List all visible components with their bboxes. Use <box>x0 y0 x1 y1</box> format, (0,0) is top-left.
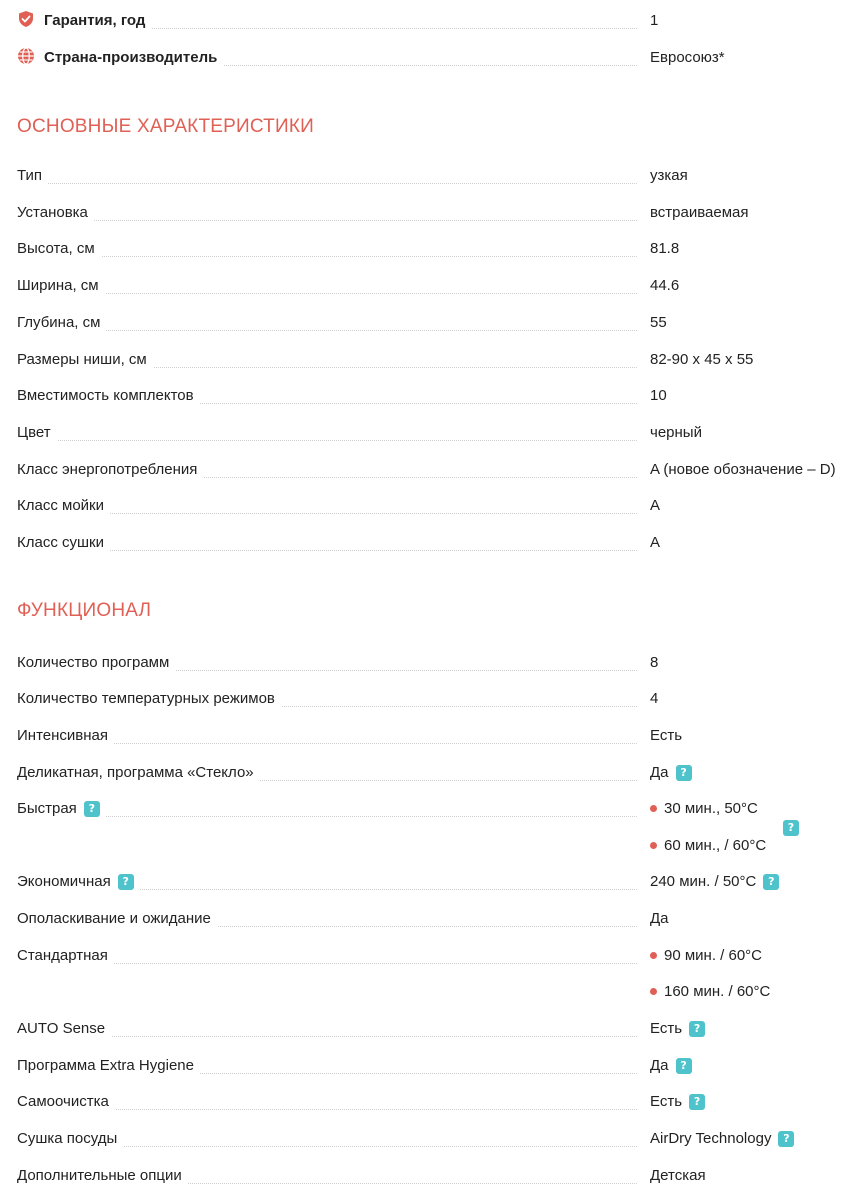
help-icon[interactable]: ? <box>763 874 779 890</box>
fast-value-1: 30 мин., 50°C <box>664 800 758 817</box>
spec-row-warranty <box>17 11 853 48</box>
help-icon[interactable]: ? <box>689 1094 705 1110</box>
spec-row <box>17 460 853 497</box>
warranty-label: Гарантия, год <box>44 12 146 29</box>
globe-icon <box>17 47 35 65</box>
spec-row-eco: Экономичная ? 240 мин. / 50°C ? <box>17 872 853 909</box>
spec-row <box>17 276 853 313</box>
spec-label: Класс мойки <box>17 497 110 514</box>
dotted-leader <box>17 256 637 257</box>
shield-check-icon <box>17 10 35 28</box>
bullet-dot <box>650 952 657 959</box>
spec-row <box>17 313 853 350</box>
spec-value: A (новое обозначение – D) <box>650 461 836 478</box>
spec-value: 10 <box>650 387 667 404</box>
spec-row <box>17 350 853 387</box>
spec-row-country <box>17 48 853 85</box>
spec-row-extra-options: Дополнительные опции Детская <box>17 1167 706 1184</box>
spec-row <box>17 386 853 423</box>
dotted-leader <box>17 330 637 331</box>
bullet-dot <box>650 988 657 995</box>
dotted-leader <box>17 513 637 514</box>
spec-label: Размеры ниши, см <box>17 351 153 368</box>
spec-row-extra-hygiene: Программа Extra Hygiene Да ? <box>17 1056 853 1093</box>
spec-row-standard-extra <box>17 982 853 1019</box>
section-heading-main: ОСНОВНЫЕ ХАРАКТЕРИСТИКИ <box>17 116 314 137</box>
spec-label: Ширина, см <box>17 277 105 294</box>
eco-value: 240 мин. / 50°C <box>650 873 757 890</box>
dotted-leader <box>17 293 637 294</box>
standard-value-1: 90 мин. / 60°C <box>664 947 763 964</box>
country-label: Страна-производитель <box>44 49 218 66</box>
spec-row <box>17 423 853 460</box>
spec-value: A <box>650 534 661 551</box>
spec-value: 44.6 <box>650 277 680 294</box>
spec-row-fast: Быстрая ? 30 мин., 50°C <box>17 800 758 817</box>
warranty-value: 1 <box>650 12 659 29</box>
section-heading-functional: ФУНКЦИОНАЛ <box>17 600 152 621</box>
spec-label: Высота, см <box>17 240 101 257</box>
spec-row-temp-modes: Количество температурных режимов 4 <box>17 690 659 707</box>
dotted-leader <box>17 440 637 441</box>
spec-row <box>17 496 853 533</box>
spec-row-intensive: Интенсивная Есть <box>17 727 683 744</box>
bullet-dot <box>650 842 657 849</box>
spec-row <box>17 239 853 276</box>
spec-label: Глубина, см <box>17 314 106 331</box>
spec-label: Класс сушки <box>17 534 110 551</box>
spec-row-delicate: Деликатная, программа «Стекло» Да ? <box>17 763 853 800</box>
dotted-leader <box>17 183 637 184</box>
spec-value: 82-90 х 45 х 55 <box>650 351 754 368</box>
help-icon[interactable]: ? <box>118 874 134 890</box>
spec-row-standard: Стандартная 90 мин. / 60°C <box>17 947 763 964</box>
spec-row <box>17 533 853 570</box>
spec-row-rinse: Ополаскивание и ожидание Да <box>17 910 669 927</box>
fast-value-2: 60 мин., / 60°C <box>664 837 767 854</box>
spec-value: 81.8 <box>650 240 680 257</box>
spec-label: Установка <box>17 204 94 221</box>
help-icon[interactable]: ? <box>676 1058 692 1074</box>
spec-row <box>17 166 853 203</box>
spec-value: A <box>650 497 661 514</box>
spec-value: встраиваемая <box>650 204 749 221</box>
help-icon[interactable]: ? <box>783 820 799 836</box>
spec-value: узкая <box>650 167 688 184</box>
dotted-leader <box>17 550 637 551</box>
spec-row-drying: Сушка посуды AirDry Technology ? <box>17 1129 853 1166</box>
spec-row <box>17 203 853 240</box>
spec-value: 55 <box>650 314 667 331</box>
spec-label: Класс энергопотребления <box>17 461 203 478</box>
spec-row-auto-sense: AUTO Sense Есть ? <box>17 1019 853 1056</box>
spec-row-fast-extra <box>17 821 853 873</box>
help-icon[interactable]: ? <box>676 765 692 781</box>
delicate-value: Да <box>650 764 669 781</box>
spec-row-self-clean: Самоочистка Есть ? <box>17 1092 853 1129</box>
standard-value-2: 160 мин. / 60°C <box>664 983 771 1000</box>
help-icon[interactable]: ? <box>689 1021 705 1037</box>
bullet-dot <box>650 805 657 812</box>
dotted-leader <box>17 220 637 221</box>
spec-value: черный <box>650 424 702 441</box>
spec-label: Цвет <box>17 424 57 441</box>
spec-row-programs-count: Количество программ 8 <box>17 654 659 671</box>
spec-label: Вместимость комплектов <box>17 387 200 404</box>
help-icon[interactable]: ? <box>778 1131 794 1147</box>
spec-label: Тип <box>17 167 48 184</box>
country-value: Евросоюз* <box>650 49 725 66</box>
help-icon[interactable]: ? <box>84 801 100 817</box>
